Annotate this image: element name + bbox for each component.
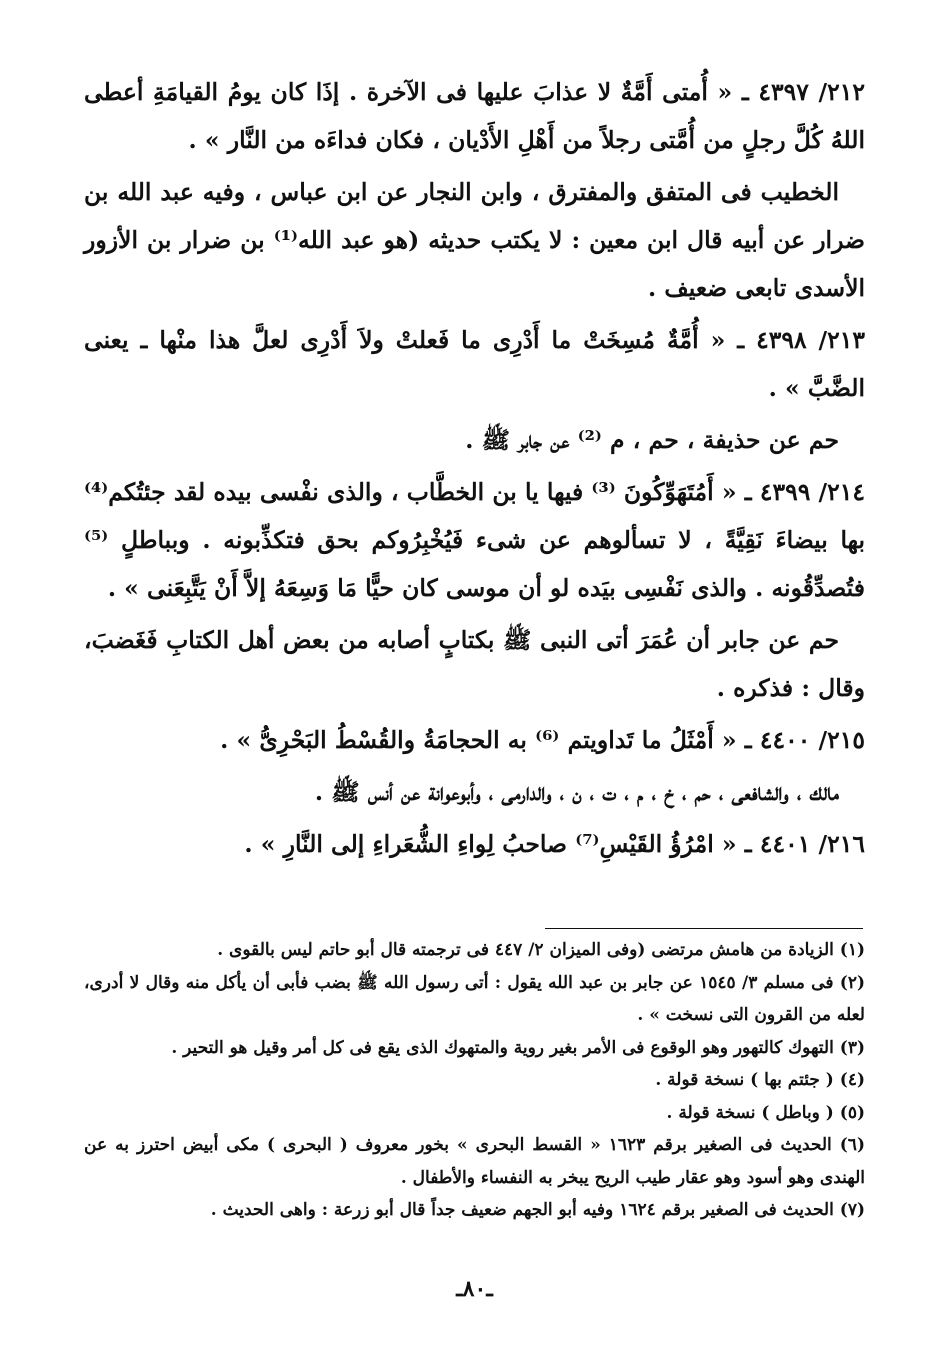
footnote-separator	[545, 928, 863, 929]
hadith-214: ٢١٤/ ٤٣٩٩ ـ « أَمُتَهَوِّكُونَ ⁽³⁾ فيها يا بن الخطَّاب ، والذى نفْسى بيده لقد جئتُكم⁽⁴⁾ بها بيضاءَ نَقِيَّةً ، لا تسألوهم عن شىء فَيُخْبِرُوكم بحق فتكذِّبونه . وبباطلٍ ⁽⁵⁾ فتُصدِّقُونه . والذى نَفْسِى بيَده لو أن موسى كان حيًّا مَا وَسِعَهُ إلاَّ أَنْ يَتَّبِعَنى » .	[84, 478, 865, 602]
main-text-block	[84, 68, 865, 872]
hadith-212-source: الخطيب فى المتفق والمفترق ، وابن النجار عن ابن عباس ، وفيه عبد الله بن ضرار عن أبيه قال ابن معين : لا يكتب حديثه (هو عبد الله⁽¹⁾ بن ضرار بن الأزور الأسدى تابعى ضعيف .	[84, 178, 866, 302]
hadith-213: ٢١٣/ ٤٣٩٨ ـ « أُمَّةٌ مُسِخَتْ ما أَدْرِى ما فَعلتْ ولاَ أَدْرِى لعلَّ هذا منْها ـ يعنى الضَّبَّ » .	[84, 326, 865, 402]
footnote-1: (١) الزيادة من هامش مرتضى (وفى الميزان ٢/ ٤٤٧ فى ترجمته قال أبو حاتم ليس بالقوى .	[217, 940, 865, 960]
page-number: ـ٨٠ـ	[456, 1276, 493, 1302]
hadith-216: ٢١٦/ ٤٤٠١ ـ « امْرُؤُ القَيْسِ⁽⁷⁾ صاحبُ لِواءِ الشُّعَراءِ إلى النَّارِ » .	[244, 830, 865, 858]
hadith-213-source: حم عن حذيفة ، حم ، م ⁽²⁾ عن جابر ﷺ .	[465, 426, 839, 454]
hadith-214-source: حم عن جابر أن عُمَرَ أتى النبى ﷺ بكتابٍ أصابه من بعض أهل الكتابِ فَغَضبَ، وقال : فذكره .	[84, 626, 865, 702]
hadith-215-source: مالك ، والشافعى ، حم ، خ ، م ، ت ، ن ، والدارمى ، وأبوعوانة عن أنس ﷺ .	[314, 778, 839, 806]
footnote-7: (٧) الحديث فى الصغير برقم ١٦٢٤ وفيه أبو الجهم ضعيف جداً قال أبو زرعة : واهى الحديث .	[210, 1200, 865, 1220]
footnote-5: (٥) ( وباطل ) نسخة قولة .	[666, 1102, 865, 1123]
footnote-4: (٤) ( جئتم بها ) نسخة قولة .	[655, 1070, 865, 1090]
hadith-215: ٢١٥/ ٤٤٠٠ ـ « أَمْثَلُ ما تَداويتم ⁽⁶⁾ به الحجامَةُ والقُسْطُ البَحْرِىُّ » .	[220, 726, 865, 754]
footnotes-block	[84, 934, 865, 1227]
footnote-6: (٦) الحديث فى الصغير برقم ١٦٢٣ « القسط البحرى » بخور معروف ( البحرى ) مكى أبيض احترز به عن الهندى وهو أسود وهو عقار طيب الريح يبخر به النفساء والأطفال .	[84, 1135, 865, 1188]
hadith-212: ٢١٢/ ٤٣٩٧ ـ « أُمتى أَمَّةٌ لا عذابَ عليها فى الآخرة . إذَا كان يومُ القيامَةِ أعطى اللهُ كُلَّ رجلٍ من أُمَّتى رجلاً من أَهْلِ الأَدْيان ، فكان فداءَه من النَّار » .	[84, 78, 865, 154]
footnote-3: (٣) التهوك كالتهور وهو الوقوع فى الأمر بغير روية والمتهوك الذى يقع فى كل أمر وقيل هو التحير .	[171, 1037, 865, 1058]
footnote-2: (٢) فى مسلم ٣/ ١٥٤٥ عن جابر بن عبد الله يقول : أتى رسول الله ﷺ بضب فأبى أن يأكل منه وقال لا أدرى، لعله من القرون التى نسخت » .	[84, 972, 866, 1025]
